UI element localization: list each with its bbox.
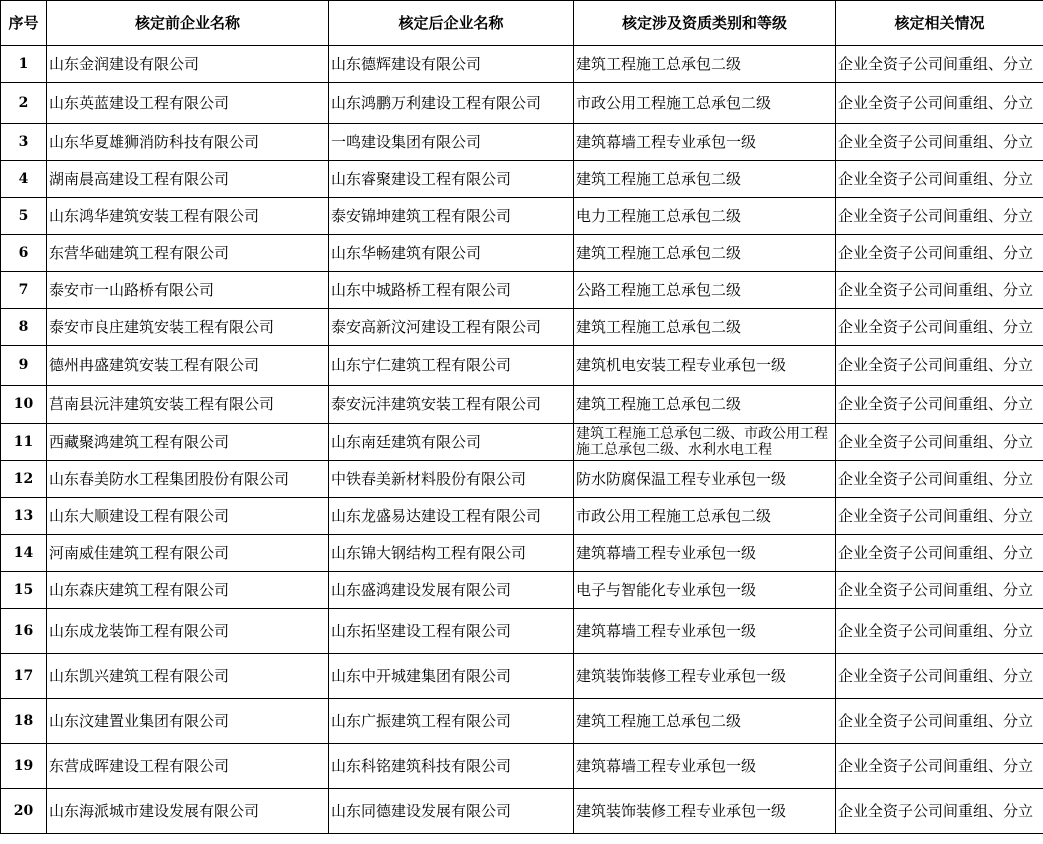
header-row bbox=[1, 1, 1043, 46]
cell-after-name: 山东科铭建筑科技有限公司 bbox=[329, 744, 574, 789]
cell-notes: 企业全资子公司间重组、分立 bbox=[836, 572, 1043, 609]
cell-after-name: 泰安沅沣建筑安装工程有限公司 bbox=[329, 386, 574, 424]
cell-serial: 14 bbox=[1, 535, 47, 572]
cell-qualification: 建筑装饰装修工程专业承包一级 bbox=[574, 789, 836, 834]
cell-qualification: 建筑工程施工总承包二级 bbox=[574, 161, 836, 198]
cell-serial: 3 bbox=[1, 124, 47, 161]
cell-notes: 企业全资子公司间重组、分立 bbox=[836, 46, 1043, 83]
cell-before-name: 山东凯兴建筑工程有限公司 bbox=[47, 654, 329, 699]
table-body bbox=[1, 46, 1043, 834]
cell-notes: 企业全资子公司间重组、分立 bbox=[836, 346, 1043, 386]
cell-after-name: 中铁春美新材料股份有限公司 bbox=[329, 461, 574, 498]
table-row bbox=[1, 83, 1043, 124]
cell-after-name: 山东广振建筑工程有限公司 bbox=[329, 699, 574, 744]
cell-notes: 企业全资子公司间重组、分立 bbox=[836, 654, 1043, 699]
cell-after-name: 山东德辉建设有限公司 bbox=[329, 46, 574, 83]
table-row bbox=[1, 386, 1043, 424]
cell-serial: 4 bbox=[1, 161, 47, 198]
cell-notes: 企业全资子公司间重组、分立 bbox=[836, 309, 1043, 346]
cell-after-name: 山东中开城建集团有限公司 bbox=[329, 654, 574, 699]
table-row bbox=[1, 124, 1043, 161]
cell-before-name: 山东春美防水工程集团股份有限公司 bbox=[47, 461, 329, 498]
cell-serial: 11 bbox=[1, 424, 47, 461]
table-row bbox=[1, 744, 1043, 789]
cell-serial: 9 bbox=[1, 346, 47, 386]
cell-qualification: 建筑幕墙工程专业承包一级 bbox=[574, 609, 836, 654]
cell-serial: 2 bbox=[1, 83, 47, 124]
cell-before-name: 湖南晨高建设工程有限公司 bbox=[47, 161, 329, 198]
cell-after-name: 山东盛鸿建设发展有限公司 bbox=[329, 572, 574, 609]
cell-serial: 17 bbox=[1, 654, 47, 699]
table-row bbox=[1, 498, 1043, 535]
cell-notes: 企业全资子公司间重组、分立 bbox=[836, 83, 1043, 124]
table-row bbox=[1, 424, 1043, 461]
cell-before-name: 山东鸿华建筑安装工程有限公司 bbox=[47, 198, 329, 235]
cell-notes: 企业全资子公司间重组、分立 bbox=[836, 272, 1043, 309]
table-row bbox=[1, 46, 1043, 83]
header-qualification: 核定涉及资质类别和等级 bbox=[574, 1, 836, 46]
cell-before-name: 山东成龙装饰工程有限公司 bbox=[47, 609, 329, 654]
cell-after-name: 山东中城路桥工程有限公司 bbox=[329, 272, 574, 309]
cell-serial: 7 bbox=[1, 272, 47, 309]
cell-after-name: 山东同德建设发展有限公司 bbox=[329, 789, 574, 834]
cell-after-name: 泰安锦坤建筑工程有限公司 bbox=[329, 198, 574, 235]
cell-after-name: 山东睿聚建设工程有限公司 bbox=[329, 161, 574, 198]
cell-serial: 19 bbox=[1, 744, 47, 789]
cell-notes: 企业全资子公司间重组、分立 bbox=[836, 609, 1043, 654]
cell-qualification: 电力工程施工总承包二级 bbox=[574, 198, 836, 235]
cell-serial: 15 bbox=[1, 572, 47, 609]
cell-qualification: 建筑装饰装修工程专业承包一级 bbox=[574, 654, 836, 699]
cell-after-name: 泰安高新汶河建设工程有限公司 bbox=[329, 309, 574, 346]
cell-serial: 13 bbox=[1, 498, 47, 535]
cell-after-name: 山东鸿鹏万利建设工程有限公司 bbox=[329, 83, 574, 124]
cell-before-name: 泰安市良庄建筑安装工程有限公司 bbox=[47, 309, 329, 346]
table-row bbox=[1, 535, 1043, 572]
cell-before-name: 东营成晖建设工程有限公司 bbox=[47, 744, 329, 789]
cell-notes: 企业全资子公司间重组、分立 bbox=[836, 198, 1043, 235]
cell-before-name: 山东金润建设有限公司 bbox=[47, 46, 329, 83]
cell-serial: 16 bbox=[1, 609, 47, 654]
cell-before-name: 西藏聚鸿建筑工程有限公司 bbox=[47, 424, 329, 461]
header-before-name: 核定前企业名称 bbox=[47, 1, 329, 46]
cell-before-name: 莒南县沅沣建筑安装工程有限公司 bbox=[47, 386, 329, 424]
cell-before-name: 山东汶建置业集团有限公司 bbox=[47, 699, 329, 744]
table-row bbox=[1, 272, 1043, 309]
header-serial: 序号 bbox=[1, 1, 47, 46]
table-row bbox=[1, 161, 1043, 198]
cell-qualification: 建筑工程施工总承包二级 bbox=[574, 46, 836, 83]
cell-notes: 企业全资子公司间重组、分立 bbox=[836, 461, 1043, 498]
cell-before-name: 山东华夏雄狮消防科技有限公司 bbox=[47, 124, 329, 161]
cell-qualification: 建筑工程施工总承包二级 bbox=[574, 386, 836, 424]
cell-qualification: 电子与智能化专业承包一级 bbox=[574, 572, 836, 609]
table-row bbox=[1, 572, 1043, 609]
cell-notes: 企业全资子公司间重组、分立 bbox=[836, 161, 1043, 198]
cell-qualification: 建筑工程施工总承包二级 bbox=[574, 309, 836, 346]
cell-qualification: 建筑幕墙工程专业承包一级 bbox=[574, 124, 836, 161]
cell-serial: 6 bbox=[1, 235, 47, 272]
table-row bbox=[1, 235, 1043, 272]
cell-after-name: 山东南廷建筑有限公司 bbox=[329, 424, 574, 461]
header-after-name: 核定后企业名称 bbox=[329, 1, 574, 46]
cell-qualification: 建筑幕墙工程专业承包一级 bbox=[574, 744, 836, 789]
cell-qualification: 市政公用工程施工总承包二级 bbox=[574, 83, 836, 124]
header-notes: 核定相关情况 bbox=[836, 1, 1043, 46]
cell-notes: 企业全资子公司间重组、分立 bbox=[836, 386, 1043, 424]
cell-before-name: 河南威佳建筑工程有限公司 bbox=[47, 535, 329, 572]
cell-after-name: 山东宁仁建筑工程有限公司 bbox=[329, 346, 574, 386]
cell-serial: 10 bbox=[1, 386, 47, 424]
cell-notes: 企业全资子公司间重组、分立 bbox=[836, 424, 1043, 461]
cell-qualification: 建筑工程施工总承包二级、市政公用工程施工总承包二级、水利水电工程 bbox=[574, 424, 836, 461]
cell-serial: 18 bbox=[1, 699, 47, 744]
cell-qualification: 建筑机电安装工程专业承包一级 bbox=[574, 346, 836, 386]
cell-after-name: 山东拓坚建设工程有限公司 bbox=[329, 609, 574, 654]
cell-before-name: 山东大顺建设工程有限公司 bbox=[47, 498, 329, 535]
table-row bbox=[1, 609, 1043, 654]
table-row bbox=[1, 346, 1043, 386]
cell-qualification: 市政公用工程施工总承包二级 bbox=[574, 498, 836, 535]
cell-before-name: 山东英蓝建设工程有限公司 bbox=[47, 83, 329, 124]
cell-serial: 12 bbox=[1, 461, 47, 498]
cell-notes: 企业全资子公司间重组、分立 bbox=[836, 699, 1043, 744]
cell-before-name: 东营华础建筑工程有限公司 bbox=[47, 235, 329, 272]
cell-after-name: 一鸣建设集团有限公司 bbox=[329, 124, 574, 161]
cell-before-name: 德州冉盛建筑安装工程有限公司 bbox=[47, 346, 329, 386]
cell-qualification: 建筑幕墙工程专业承包一级 bbox=[574, 535, 836, 572]
cell-after-name: 山东华畅建筑有限公司 bbox=[329, 235, 574, 272]
cell-notes: 企业全资子公司间重组、分立 bbox=[836, 498, 1043, 535]
cell-serial: 5 bbox=[1, 198, 47, 235]
cell-notes: 企业全资子公司间重组、分立 bbox=[836, 744, 1043, 789]
cell-qualification: 建筑工程施工总承包二级 bbox=[574, 235, 836, 272]
cell-qualification: 防水防腐保温工程专业承包一级 bbox=[574, 461, 836, 498]
table-row bbox=[1, 198, 1043, 235]
cell-after-name: 山东龙盛易达建设工程有限公司 bbox=[329, 498, 574, 535]
table-row bbox=[1, 309, 1043, 346]
cell-qualification: 建筑工程施工总承包二级 bbox=[574, 699, 836, 744]
cell-serial: 1 bbox=[1, 46, 47, 83]
cell-after-name: 山东锦大钢结构工程有限公司 bbox=[329, 535, 574, 572]
table-row bbox=[1, 654, 1043, 699]
cell-qualification: 公路工程施工总承包二级 bbox=[574, 272, 836, 309]
cell-notes: 企业全资子公司间重组、分立 bbox=[836, 535, 1043, 572]
table-row bbox=[1, 699, 1043, 744]
cell-notes: 企业全资子公司间重组、分立 bbox=[836, 235, 1043, 272]
cell-serial: 20 bbox=[1, 789, 47, 834]
cell-serial: 8 bbox=[1, 309, 47, 346]
cell-before-name: 山东森庆建筑工程有限公司 bbox=[47, 572, 329, 609]
cell-notes: 企业全资子公司间重组、分立 bbox=[836, 124, 1043, 161]
cell-before-name: 山东海派城市建设发展有限公司 bbox=[47, 789, 329, 834]
table-row bbox=[1, 461, 1043, 498]
cell-before-name: 泰安市一山路桥有限公司 bbox=[47, 272, 329, 309]
cell-notes: 企业全资子公司间重组、分立 bbox=[836, 789, 1043, 834]
table-row bbox=[1, 789, 1043, 834]
